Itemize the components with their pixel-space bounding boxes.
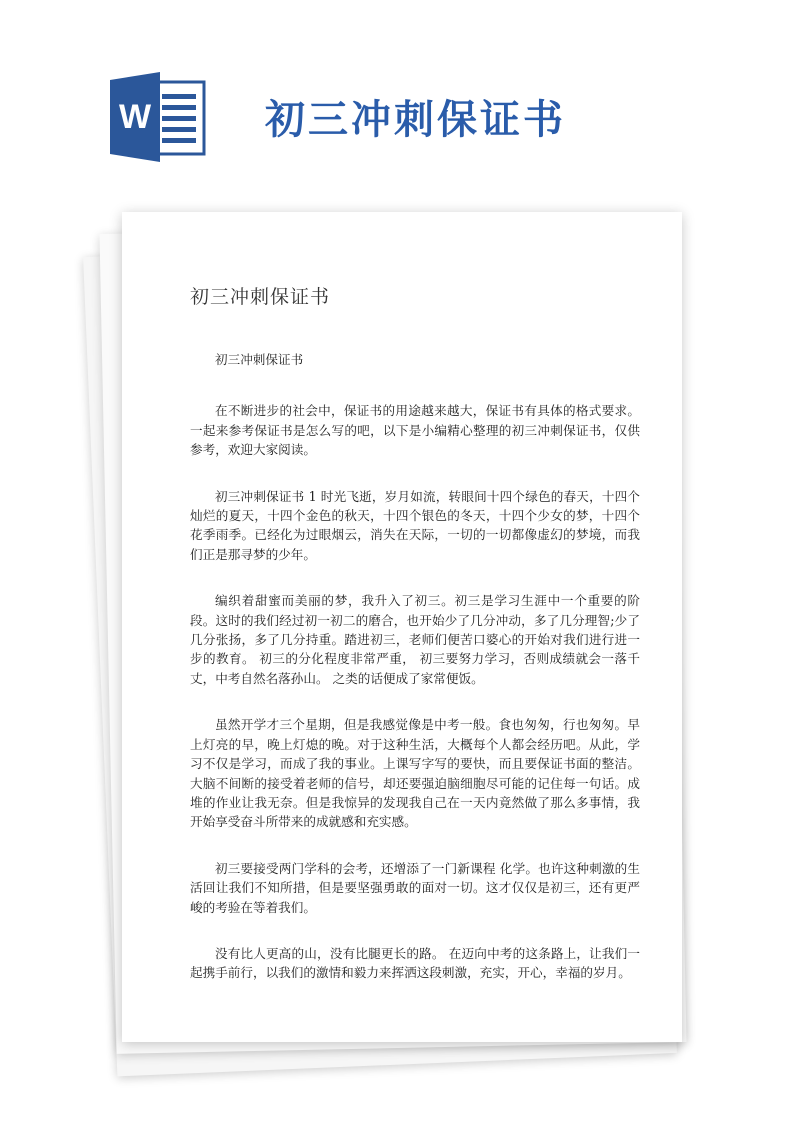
document-body [190,350,640,1010]
paragraph: 在不断进步的社会中，保证书的用途越来越大，保证书有具体的格式要求。一起来参考保证书是怎么写的吧，以下是小编精心整理的初三冲刺保证书，仅供参考，欢迎大家阅读。 [190,403,640,458]
word-document-icon [110,72,210,162]
page-title: 初三冲刺保证书 [265,97,566,143]
document-title: 初三冲刺保证书 [190,286,331,308]
logo-letter: W [118,98,152,136]
header [0,0,800,200]
paragraph: 没有比人更高的山，没有比腿更长的路。 在迈向中考的这条路上，让我们一起携手前行，以我们的激情和毅力来挥洒这段刺激，充实，开心，幸福的岁月。 [190,945,640,981]
paragraph: 虽然开学才三个星期，但是我感觉像是中考一般。食也匆匆，行也匆匆。早上灯亮的早，晚上灯熄的晚。对于这种生活，大概每个人都会经历吧。从此，学习不仅是学习，而成了我的事业。上课写字写的要快，而且要保证书面的整洁。大脑不间断的接受着老师的信号，却还要强迫脑细胞尽可能的记住每一句话。成堆的作业让我无奈。但是我惊异的发现我自己在一天内竟然做了那么多事情，我开始享受奋斗所带来的成就感和充实感。 [190,717,640,830]
document-page [122,212,682,1042]
paragraph: 编织着甜蜜而美丽的梦，我升入了初三。初三是学习生涯中一个重要的阶段。这时的我们经过初一初二的磨合，也开始少了几分冲动，多了几分理智;少了几分张扬，多了几分持重。踏进初三，老师们便苦口婆心的开始对我们进行进一步的教育。 初三的分化程度非常严重， 初三要努力学习，否则成绩就会一落千丈，中考自然名落孙山。 之类的话便成了家常便饭。 [190,593,640,686]
paragraph: 初三要接受两门学科的会考，还增添了一门新课程 化学。也许这种刺激的生活回让我们不知所措，但是要坚强勇敢的面对一切。这才仅仅是初三，还有更严峻的考验在等着我们。 [190,860,640,915]
document-subtitle: 初三冲刺保证书 [215,352,304,367]
paragraph: 初三冲刺保证书 1 时光飞逝，岁月如流，转眼间十四个绿色的春天，十四个灿烂的夏天，十四个金色的秋天，十四个银色的冬天，十四个少女的梦，十四个花季雨季。已经化为过眼烟云，消失在天际，一切的一切都像虚幻的梦境，而我们正是那寻梦的少年。 [190,488,640,562]
